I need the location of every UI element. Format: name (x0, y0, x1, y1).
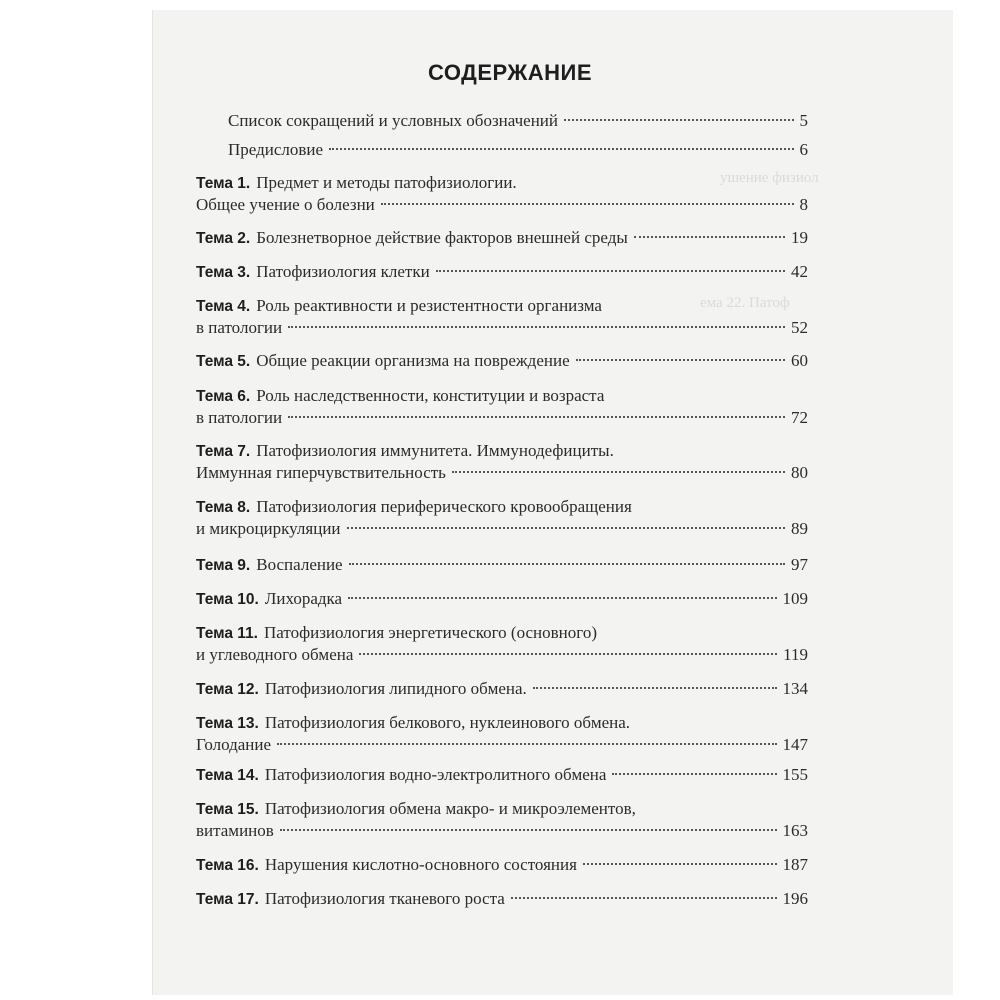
page-number: 119 (783, 645, 808, 664)
leader-dots (329, 148, 793, 150)
topic-number: Тема 16. (196, 857, 259, 874)
leader-dots (280, 829, 777, 831)
toc-title: Болезнетворное действие факторов внешней среды (256, 228, 628, 247)
leader-dots (381, 203, 794, 205)
topic-number: Тема 6. (196, 388, 251, 405)
toc-title: Список сокращений и условных обозначений (228, 111, 559, 130)
toc-title: Патофизиология иммунитета. Иммунодефициты. (256, 441, 614, 460)
topic-number: Тема 9. (196, 557, 251, 574)
topic-number: Тема 15. (196, 801, 259, 818)
toc-title: Патофизиология водно-электролитного обмена (264, 765, 607, 784)
toc-entry[interactable] (196, 588, 808, 610)
toc-entry[interactable] (196, 295, 808, 339)
leader-dots (436, 270, 785, 272)
toc-entry[interactable] (196, 622, 808, 666)
page-number: 8 (799, 195, 808, 214)
page-title: СОДЕРЖАНИЕ (428, 60, 593, 85)
toc-entry[interactable] (196, 385, 808, 429)
leader-dots (359, 653, 777, 655)
toc-title: Лихорадка (264, 589, 343, 608)
toc-title: Патофизиология белкового, нуклеинового обмена. (264, 713, 631, 732)
toc-title: в патологии (196, 318, 283, 337)
toc-title: Общие реакции организма на повреждение (256, 351, 570, 370)
toc-entry[interactable] (196, 678, 808, 700)
toc-title: и микроциркуляции (196, 519, 341, 538)
toc-title: Предисловие (228, 140, 324, 159)
toc-title: в патологии (196, 408, 283, 427)
page-number: 134 (782, 679, 808, 698)
topic-number: Тема 12. (196, 681, 259, 698)
topic-number: Тема 8. (196, 499, 251, 516)
toc-title: Нарушения кислотно-основного состояния (264, 855, 577, 874)
topic-number: Тема 14. (196, 767, 259, 784)
page-number: 19 (791, 228, 808, 247)
toc-title: Голодание (196, 735, 272, 754)
leader-dots (349, 563, 785, 565)
page-number: 42 (791, 262, 808, 281)
leader-dots (288, 416, 785, 418)
topic-number: Тема 2. (196, 230, 251, 247)
leader-dots (347, 527, 785, 529)
toc-entry[interactable] (196, 496, 808, 540)
page-number: 163 (782, 821, 808, 840)
leader-dots (348, 597, 776, 599)
toc-title: Патофизиология липидного обмена. (264, 679, 527, 698)
page-number: 109 (782, 589, 808, 608)
topic-number: Тема 17. (196, 891, 259, 908)
leader-dots (533, 687, 777, 689)
topic-number: Тема 3. (196, 264, 251, 281)
toc-entry[interactable] (196, 764, 808, 786)
leader-dots (452, 471, 785, 473)
page-number: 196 (782, 889, 808, 908)
toc-title: Иммунная гиперчувствительность (196, 463, 446, 482)
toc-entry[interactable] (196, 440, 808, 484)
toc-entry[interactable] (196, 854, 808, 876)
toc-entry[interactable] (196, 227, 808, 249)
topic-number: Тема 7. (196, 443, 251, 460)
toc-title: Патофизиология энергетического (основного) (264, 623, 597, 642)
topic-number: Тема 1. (196, 175, 251, 192)
leader-dots (634, 236, 785, 238)
toc-title: Общее учение о болезни (196, 195, 375, 214)
leader-dots (583, 863, 777, 865)
page-number: 60 (791, 351, 808, 370)
leader-dots (576, 359, 785, 361)
page-number: 52 (791, 318, 808, 337)
bleed-through-text: ема 22. Патоф (700, 295, 790, 311)
toc-entry[interactable] (196, 172, 808, 216)
page-number: 72 (791, 408, 808, 427)
leader-dots (564, 119, 793, 121)
toc-title: Роль наследственности, конституции и возраста (256, 386, 605, 405)
topic-number: Тема 11. (196, 625, 258, 642)
toc-title: Патофизиология тканевого роста (264, 889, 505, 908)
page-number: 80 (791, 463, 808, 482)
page-number: 97 (791, 555, 808, 574)
toc-title: Роль реактивности и резистентности организма (256, 296, 602, 315)
toc-entry[interactable] (196, 888, 808, 910)
toc-entry[interactable] (196, 712, 808, 756)
leader-dots (511, 897, 777, 899)
toc-entry[interactable] (196, 110, 808, 132)
page-number: 147 (782, 735, 808, 754)
toc-title: и углеводного обмена (196, 645, 354, 664)
page-number: 6 (799, 140, 808, 159)
toc-entry[interactable] (196, 261, 808, 283)
topic-number: Тема 4. (196, 298, 251, 315)
leader-dots (612, 773, 776, 775)
toc-title: Патофизиология периферического кровообращения (256, 497, 632, 516)
topic-number: Тема 5. (196, 353, 251, 370)
topic-number: Тема 10. (196, 591, 259, 608)
page-number: 5 (799, 111, 808, 130)
bleed-through-text: ушение физиол (720, 170, 819, 186)
page-number: 89 (791, 519, 808, 538)
toc-entry[interactable] (196, 350, 808, 372)
toc-entry[interactable] (196, 554, 808, 576)
page-number: 187 (782, 855, 808, 874)
toc-title: Воспаление (256, 555, 343, 574)
page-number: 155 (782, 765, 808, 784)
leader-dots (277, 743, 776, 745)
topic-number: Тема 13. (196, 715, 259, 732)
leader-dots (288, 326, 785, 328)
toc-entry[interactable] (196, 139, 808, 161)
toc-title: Предмет и методы патофизиологии. (256, 173, 517, 192)
toc-entry[interactable] (196, 798, 808, 842)
toc-title: Патофизиология клетки (256, 262, 430, 281)
toc-title: Патофизиология обмена макро- и микроэлементов, (264, 799, 636, 818)
toc-title: витаминов (196, 821, 274, 840)
